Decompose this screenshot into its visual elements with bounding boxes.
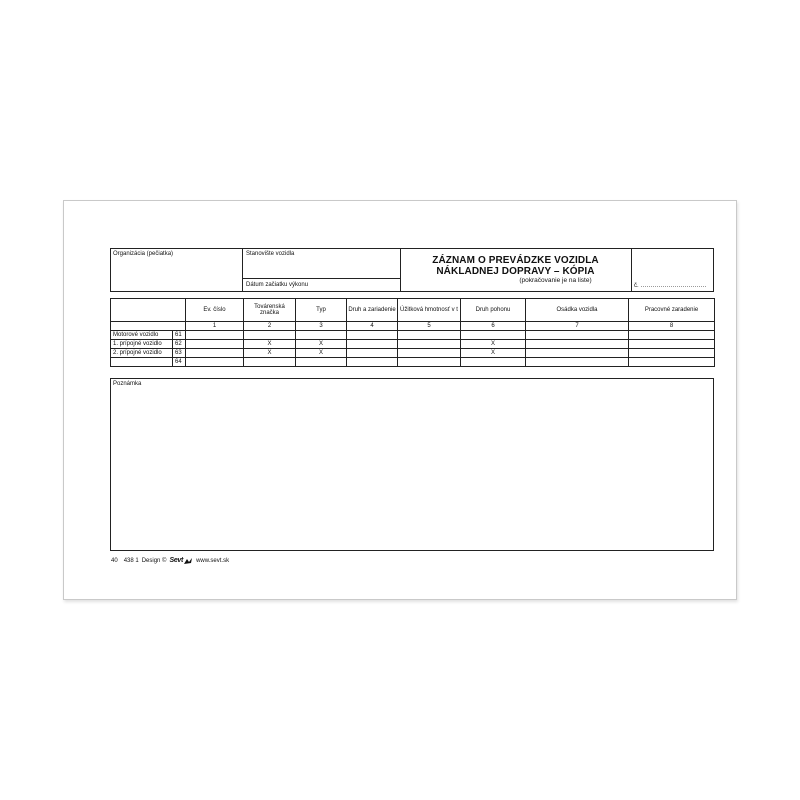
note-box xyxy=(110,378,714,551)
table-cell[interactable] xyxy=(347,358,398,367)
footer-design-text: Design © xyxy=(141,558,167,564)
column-number: 4 xyxy=(347,322,398,331)
table-cell[interactable] xyxy=(461,358,526,367)
table-corner-cell xyxy=(111,322,186,331)
column-number: 3 xyxy=(296,322,347,331)
table-cell[interactable] xyxy=(629,358,715,367)
document-number-label: č. …………………………… xyxy=(634,283,707,289)
table-row xyxy=(111,340,715,349)
form-title-line1: ZÁZNAM O PREVÁDZKE VOZIDLA xyxy=(432,255,599,266)
table-cell[interactable]: X xyxy=(461,349,526,358)
start-date-label: Dátum začiatku výkonu xyxy=(246,282,309,288)
table-cell[interactable] xyxy=(186,349,244,358)
footer-code: 40 xyxy=(111,558,118,564)
table-cell[interactable]: X xyxy=(244,349,296,358)
table-cell[interactable] xyxy=(186,358,244,367)
table-corner-cell xyxy=(111,299,186,322)
table-cell[interactable] xyxy=(398,349,461,358)
table-cell[interactable] xyxy=(398,331,461,340)
column-number: 6 xyxy=(461,322,526,331)
column-header: Druh a zariadenie xyxy=(347,299,398,322)
table-cell[interactable] xyxy=(526,349,629,358)
row-code: 63 xyxy=(173,349,186,358)
footer xyxy=(111,557,229,565)
column-header: Osádka vozidla xyxy=(526,299,629,322)
column-header: Továrenská značka xyxy=(244,299,296,322)
row-label: 2. prípojné vozidlo xyxy=(111,349,173,358)
table-cell[interactable] xyxy=(347,331,398,340)
form-title xyxy=(400,255,631,277)
column-number: 1 xyxy=(186,322,244,331)
table-cell[interactable] xyxy=(296,358,347,367)
header-divider xyxy=(242,278,400,279)
row-code: 62 xyxy=(173,340,186,349)
bird-icon xyxy=(184,558,193,565)
table-cell[interactable]: X xyxy=(296,349,347,358)
column-number: 5 xyxy=(398,322,461,331)
sevt-logo-text: Sevt xyxy=(169,557,184,564)
row-label: Motorové vozidlo xyxy=(111,331,173,340)
table-cell[interactable] xyxy=(629,340,715,349)
table-row xyxy=(111,349,715,358)
table-cell[interactable] xyxy=(526,340,629,349)
table-cell[interactable] xyxy=(461,331,526,340)
table-header-row xyxy=(111,299,715,322)
station-label: Stanovište vozidla xyxy=(246,251,295,257)
column-header: Pracovné zaradenie xyxy=(629,299,715,322)
table-cell[interactable]: X xyxy=(244,340,296,349)
form-subtitle: (pokračovanie je na liste) xyxy=(519,277,592,284)
column-number: 8 xyxy=(629,322,715,331)
row-code: 61 xyxy=(173,331,186,340)
table-cell[interactable] xyxy=(526,331,629,340)
table-cell[interactable]: X xyxy=(296,340,347,349)
table-cell[interactable] xyxy=(347,340,398,349)
vehicle-table xyxy=(110,298,715,367)
footer-form-id: 438 1 xyxy=(123,558,139,564)
row-label xyxy=(111,358,173,367)
form-title-line2: NÁKLADNEJ DOPRAVY – KÓPIA xyxy=(436,266,595,277)
header-divider xyxy=(242,249,243,291)
table-cell[interactable] xyxy=(244,331,296,340)
column-number-row xyxy=(111,322,715,331)
row-label: 1. prípojné vozidlo xyxy=(111,340,173,349)
row-code: 64 xyxy=(173,358,186,367)
column-number: 2 xyxy=(244,322,296,331)
column-header: Typ xyxy=(296,299,347,322)
table-cell[interactable] xyxy=(186,340,244,349)
table-cell[interactable] xyxy=(398,358,461,367)
table-cell[interactable] xyxy=(398,340,461,349)
column-header: Druh pohonu xyxy=(461,299,526,322)
table-row xyxy=(111,358,715,367)
table-cell[interactable] xyxy=(526,358,629,367)
table-cell[interactable] xyxy=(629,331,715,340)
table-cell[interactable] xyxy=(296,331,347,340)
note-label: Poznámka xyxy=(113,381,142,387)
table-cell[interactable] xyxy=(186,331,244,340)
footer-website: www.sevt.sk xyxy=(196,558,230,564)
table-cell[interactable] xyxy=(244,358,296,367)
table-cell[interactable] xyxy=(347,349,398,358)
table-cell[interactable]: X xyxy=(461,340,526,349)
sevt-logo xyxy=(169,557,193,565)
column-header: Úžitková hmotnosť v t xyxy=(398,299,461,322)
column-header: Ev. číslo xyxy=(186,299,244,322)
column-number: 7 xyxy=(526,322,629,331)
organization-label: Organizácia (pečiatka) xyxy=(113,251,174,257)
header-divider xyxy=(631,249,632,291)
table-cell[interactable] xyxy=(629,349,715,358)
table-row xyxy=(111,331,715,340)
form-sheet xyxy=(63,200,737,600)
